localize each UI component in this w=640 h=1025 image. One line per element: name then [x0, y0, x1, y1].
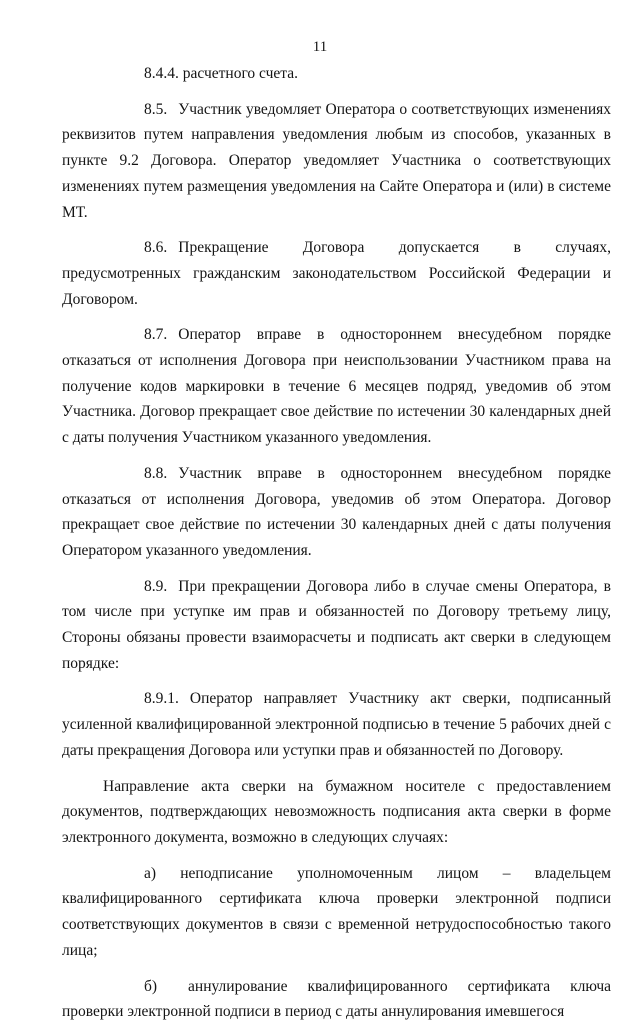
- paragraph-text: аннулирование квалифицированного сертификата ключа проверки электронной подписи в период с даты аннулирования имевшегося: [62, 977, 612, 1021]
- paragraph-number: 8.4.4.: [144, 65, 179, 82]
- document-body: [62, 61, 611, 1025]
- paragraph-text: Участник вправе в одностороннем внесудебном порядке отказаться от исполнения Договора, уведомив об этом Оператора. Договор прекращает свое действие по истечении 30 календарных дней с даты получения Оператором указанного уведомления.: [62, 464, 611, 559]
- paragraph-paper-delivery: [62, 774, 611, 851]
- paragraph-text: расчетного счета.: [182, 65, 299, 82]
- paragraph-number: 8.8.: [144, 464, 168, 482]
- paragraph-8-9-1: [62, 686, 611, 763]
- paragraph-text: Прекращение Договора допускается в случаях, предусмотренных гражданским законодательством Российской Федерации и Договором.: [62, 239, 611, 308]
- paragraph-text: Оператор направляет Участнику акт сверки, подписанный усиленной квалифицированной электронной подписью в течение 5 рабочих дней с даты прекращения Договора или уступки прав и обязанностей по Договору.: [62, 690, 612, 759]
- paragraph-8-4-4: [62, 61, 611, 87]
- paragraph-8-9: [62, 574, 611, 677]
- paragraph-text: При прекращении Договора либо в случае смены Оператора, в том числе при уступке им прав и обязанностей по Договору третьему лицу, Стороны обязаны провести взаиморасчеты и подписать акт сверки в следующем порядке:: [62, 577, 611, 672]
- page-number: 11: [312, 39, 328, 55]
- paragraph-8-6: [62, 235, 611, 312]
- paragraph-number: 8.9.: [144, 577, 168, 595]
- paragraph-number: 8.7.: [144, 326, 168, 344]
- list-marker: б): [144, 977, 158, 995]
- paragraph-text: неподписание уполномоченным лицом – владельцем квалифицированного сертификата ключа проверки электронной подписи соответствующих документов в связи с временной нетрудоспособностью такого лица;: [62, 864, 611, 959]
- paragraph-text: Оператор вправе в одностороннем внесудебном порядке отказаться от исполнения Договора при неиспользовании Участником права на получение кодов маркировки в течение 6 месяцев подряд, уведомив об этом Участника. Договор прекращает свое действие по истечении 30 календарных дней с даты получения Участником указанного уведомления.: [62, 326, 611, 447]
- list-marker: а): [144, 864, 157, 882]
- paragraph-text: Направление акта сверки на бумажном носителе с предоставлением документов, подтверждающих невозможность подписания акта сверки в форме электронного документа, возможно в следующих случаях:: [62, 777, 611, 846]
- list-item-b: [62, 974, 611, 1025]
- list-item-a: [62, 861, 611, 964]
- paragraph-8-7: [62, 322, 611, 451]
- paragraph-number: 8.9.1.: [144, 690, 179, 708]
- paragraph-8-8: [62, 461, 611, 564]
- paragraph-text: Участник уведомляет Оператора о соответствующих изменениях реквизитов путем направления уведомления любым из способов, указанных в пункте 9.2 Договора. Оператор уведомляет Участника о соответствующих изменениях путем размещения уведомления на Сайте Оператора и (или) в системе МТ.: [62, 100, 611, 221]
- paragraph-number: 8.5.: [144, 100, 168, 118]
- paragraph-8-5: [62, 97, 611, 226]
- paragraph-number: 8.6.: [144, 239, 168, 257]
